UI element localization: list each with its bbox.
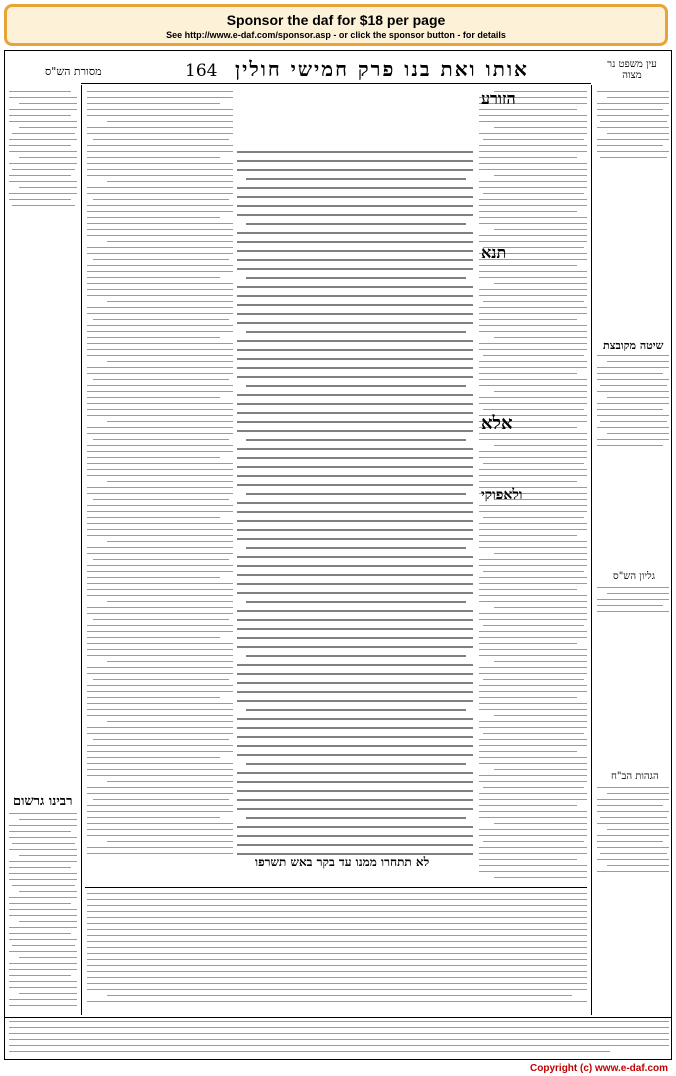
footer-commentary-band xyxy=(9,1021,669,1057)
sponsor-headline[interactable]: Sponsor the daf for $18 per page xyxy=(226,12,446,28)
masoret-hashas-title: מסורת הש"ס xyxy=(45,65,102,78)
rashi-dibur-hora: הזורע xyxy=(481,89,516,108)
gemara-closing-words: לא תתחרו ממנו עד בקר באש תשרפו xyxy=(255,855,430,869)
page-title: אותו ואת בנו פרק חמישי חולין xyxy=(235,57,529,81)
gemara-column xyxy=(237,151,473,879)
ein-mishpat-title: עין משפט נר מצוה xyxy=(607,59,657,81)
hagahot-habach-heading: הגהות הב"ח xyxy=(611,771,659,782)
rabbeinu-gershom-heading: רבינו גרשום xyxy=(13,794,73,809)
header-rule xyxy=(81,83,591,84)
left-margin-divider xyxy=(81,85,82,1015)
gilyon-hashas-column xyxy=(597,587,669,627)
shita-mekubetzet-heading: שיטה מקובצת xyxy=(603,339,664,352)
footer-divider xyxy=(5,1017,671,1018)
talmud-page xyxy=(4,50,672,1060)
gilyon-hashas-heading: גליון הש"ס xyxy=(613,571,656,582)
page-number: 164 xyxy=(185,61,218,81)
rashi-dibur-tana: תנא xyxy=(481,243,507,262)
sponsor-banner[interactable] xyxy=(4,4,668,46)
rashi-dibur-ela: אלא xyxy=(481,413,513,434)
shita-mekubetzet-column xyxy=(597,355,669,465)
rashi-dibur-velafukei: ולאפוקי xyxy=(481,487,523,503)
bottom-commentary-divider xyxy=(85,887,587,888)
ein-mishpat-column xyxy=(597,91,669,211)
rabbeinu-gershom-column xyxy=(9,813,77,1013)
copyright-link[interactable]: Copyright (c) www.e-daf.com xyxy=(530,1063,668,1074)
hagahot-habach-column xyxy=(597,787,669,887)
bottom-commentary-band xyxy=(87,893,587,1011)
page-header xyxy=(5,55,671,85)
sponsor-subline[interactable]: See http://www.e-daf.com/sponsor.asp - or click the sponsor button - for details xyxy=(166,30,506,40)
masoret-hashas-column xyxy=(9,91,77,781)
right-margin-divider xyxy=(591,85,592,1015)
tosafot-column xyxy=(87,91,233,883)
